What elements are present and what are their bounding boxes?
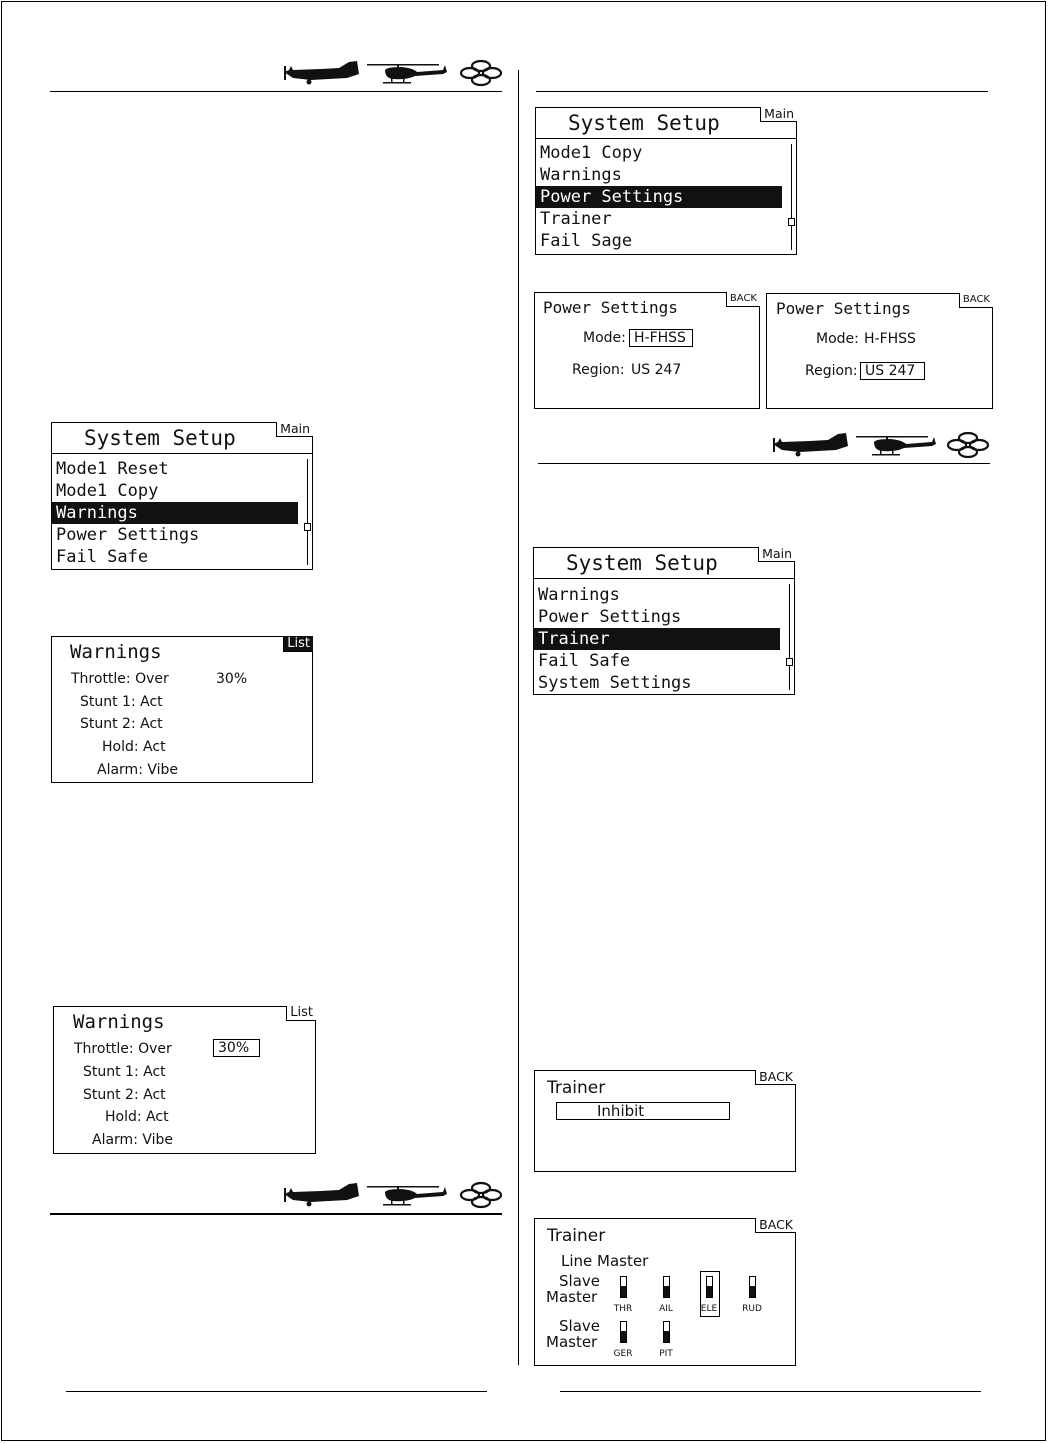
stunt2-label: Stunt 2: xyxy=(83,1087,139,1103)
back-button[interactable]: BACK xyxy=(726,292,760,307)
region-value[interactable]: US 247 xyxy=(631,362,682,378)
throttle-mode[interactable]: Over xyxy=(135,671,169,687)
mode-value-field[interactable]: H-FHSS xyxy=(629,329,693,347)
alarm-label: Alarm: xyxy=(92,1132,138,1148)
section-rule-left-top xyxy=(50,91,502,92)
scrollbar-thumb[interactable] xyxy=(786,658,793,666)
menu-item-warnings[interactable]: Warnings xyxy=(540,165,622,185)
aircraft-icons-bottom-left xyxy=(281,1180,505,1210)
screen-title: System Setup xyxy=(52,423,312,454)
alarm-row xyxy=(97,762,178,778)
menu-item-power-settings[interactable]: Power Settings xyxy=(536,186,782,208)
mode-label: Mode: xyxy=(816,331,859,347)
list-tag[interactable]: List xyxy=(283,636,313,652)
airplane-icon xyxy=(284,61,359,85)
scrollbar-thumb[interactable] xyxy=(788,218,795,226)
stunt1-value[interactable]: Act xyxy=(140,694,163,710)
screen-title: Warnings xyxy=(73,1011,165,1033)
screen-system-setup-right-1 xyxy=(535,107,797,255)
hold-label: Hold: xyxy=(102,739,139,755)
scrollbar-thumb[interactable] xyxy=(304,523,311,531)
channel-label-rud: RUD xyxy=(742,1304,762,1314)
section-rule-right-mid xyxy=(538,463,990,464)
menu-item-trainer[interactable]: Trainer xyxy=(540,209,612,229)
hold-row xyxy=(105,1109,169,1125)
section-rule-right-top xyxy=(536,91,988,92)
stunt1-label: Stunt 1: xyxy=(83,1064,139,1080)
menu-list xyxy=(52,458,298,568)
screen-title: Trainer xyxy=(547,1226,606,1246)
scrollbar[interactable] xyxy=(307,459,308,565)
mode-value[interactable]: H-FHSS xyxy=(864,331,916,347)
aircraft-icons-top-left xyxy=(281,58,505,88)
throttle-mode[interactable]: Over xyxy=(138,1041,172,1057)
stunt2-row xyxy=(83,1087,166,1103)
menu-item-power-settings[interactable]: Power Settings xyxy=(56,525,200,545)
screen-warnings-2 xyxy=(53,1006,316,1154)
channel-bar-ger[interactable] xyxy=(620,1321,627,1343)
menu-item-trainer[interactable]: Trainer xyxy=(534,628,780,650)
main-tag[interactable]: Main xyxy=(758,547,795,562)
throttle-value-field[interactable]: 30% xyxy=(213,1039,260,1057)
menu-item-system-settings[interactable]: System Settings xyxy=(538,673,692,693)
menu-item-fail-safe[interactable]: Fail Safe xyxy=(538,651,631,671)
scrollbar[interactable] xyxy=(789,584,790,690)
hold-row xyxy=(102,739,166,755)
trainer-line[interactable]: Line Master xyxy=(561,1252,649,1270)
channel-label-pit: PIT xyxy=(659,1349,673,1359)
alarm-value[interactable]: Vibe xyxy=(147,762,179,778)
multirotor-icon xyxy=(461,61,501,85)
menu-list xyxy=(536,142,782,252)
screen-trainer-1 xyxy=(534,1070,796,1172)
footer-rule-right xyxy=(560,1391,981,1392)
screen-trainer-2 xyxy=(534,1218,796,1366)
stunt1-value[interactable]: Act xyxy=(143,1064,166,1080)
screen-title: Warnings xyxy=(70,641,162,663)
menu-item-mode1-copy[interactable]: Mode1 Copy xyxy=(56,481,159,501)
screen-warnings-1 xyxy=(51,636,313,783)
alarm-row xyxy=(92,1132,173,1148)
channel-bar-ail[interactable] xyxy=(663,1276,670,1298)
menu-item-warnings[interactable]: Warnings xyxy=(52,502,298,524)
aircraft-icons-right-mid xyxy=(770,430,994,460)
main-tag[interactable]: Main xyxy=(276,422,313,437)
screen-system-setup-right-2 xyxy=(533,547,795,695)
stunt1-label: Stunt 1: xyxy=(80,694,136,710)
screen-title: Power Settings xyxy=(543,298,678,317)
stunt2-label: Stunt 2: xyxy=(80,716,136,732)
airplane-icon xyxy=(284,1183,359,1207)
channel-bar-pit[interactable] xyxy=(663,1321,670,1343)
menu-item-fail-safe[interactable]: Fail Sage xyxy=(540,231,633,251)
menu-item-fail-safe[interactable]: Fail Safe xyxy=(56,547,149,567)
multirotor-icon xyxy=(948,433,988,457)
column-divider xyxy=(518,70,519,1365)
multirotor-icon xyxy=(461,1183,501,1207)
menu-item-mode1-copy[interactable]: Mode1 Copy xyxy=(540,143,643,163)
back-button[interactable]: BACK xyxy=(959,293,993,308)
throttle-label: Throttle: xyxy=(74,1041,134,1057)
stunt2-value[interactable]: Act xyxy=(143,1087,166,1103)
screen-power-settings-1 xyxy=(534,292,760,409)
scrollbar[interactable] xyxy=(791,144,792,250)
hold-value[interactable]: Act xyxy=(146,1109,169,1125)
alarm-label: Alarm: xyxy=(97,762,143,778)
menu-item-power-settings[interactable]: Power Settings xyxy=(538,607,682,627)
channel-bar-rud[interactable] xyxy=(749,1276,756,1298)
menu-item-warnings[interactable]: Warnings xyxy=(538,585,620,605)
channel-bar-thr[interactable] xyxy=(620,1276,627,1298)
screen-title: System Setup xyxy=(534,548,794,579)
channel-label-ele: ELE xyxy=(700,1304,718,1314)
section-rule-left-bottom xyxy=(50,1213,502,1215)
region-label: Region: xyxy=(572,362,625,378)
helicopter-icon xyxy=(367,1186,447,1206)
list-tag[interactable]: List xyxy=(286,1006,316,1021)
stunt2-row xyxy=(80,716,163,732)
screen-title: Trainer xyxy=(547,1078,606,1098)
alarm-value[interactable]: Vibe xyxy=(142,1132,174,1148)
screen-title: Power Settings xyxy=(776,299,911,318)
screen-system-setup-left xyxy=(51,422,313,570)
channel-label-ger: GER xyxy=(613,1349,633,1359)
hold-value[interactable]: Act xyxy=(143,739,166,755)
menu-list xyxy=(534,584,780,694)
screen-title: System Setup xyxy=(536,108,796,139)
channel-selection-box xyxy=(700,1271,720,1317)
stunt2-value[interactable]: Act xyxy=(140,716,163,732)
throttle-value[interactable]: 30% xyxy=(216,671,248,687)
channel-label-ail: AIL xyxy=(659,1304,673,1314)
throttle-row xyxy=(71,671,169,687)
airplane-icon xyxy=(773,433,848,457)
helicopter-icon xyxy=(367,64,447,84)
throttle-row xyxy=(74,1041,172,1057)
helicopter-icon xyxy=(856,436,936,456)
master-label: Master xyxy=(546,1288,598,1306)
stunt1-row xyxy=(83,1064,166,1080)
slave-label: Slave xyxy=(559,1272,600,1290)
hold-label: Hold: xyxy=(105,1109,142,1125)
slave-label-2: Slave xyxy=(559,1317,600,1335)
region-value-field[interactable]: US 247 xyxy=(860,362,925,380)
master-label-2: Master xyxy=(546,1333,598,1351)
menu-item-mode1-reset[interactable]: Mode1 Reset xyxy=(56,459,169,479)
throttle-label: Throttle: xyxy=(71,671,131,687)
mode-label: Mode: xyxy=(583,330,626,346)
region-label: Region: xyxy=(805,363,858,379)
back-button[interactable]: BACK xyxy=(755,1218,796,1233)
back-button[interactable]: BACK xyxy=(755,1070,796,1085)
trainer-mode-field[interactable]: Inhibit xyxy=(556,1102,730,1120)
channel-label-thr: THR xyxy=(613,1304,633,1314)
main-tag[interactable]: Main xyxy=(760,107,797,122)
screen-power-settings-2 xyxy=(766,293,993,409)
footer-rule-left xyxy=(66,1391,487,1392)
stunt1-row xyxy=(80,694,163,710)
